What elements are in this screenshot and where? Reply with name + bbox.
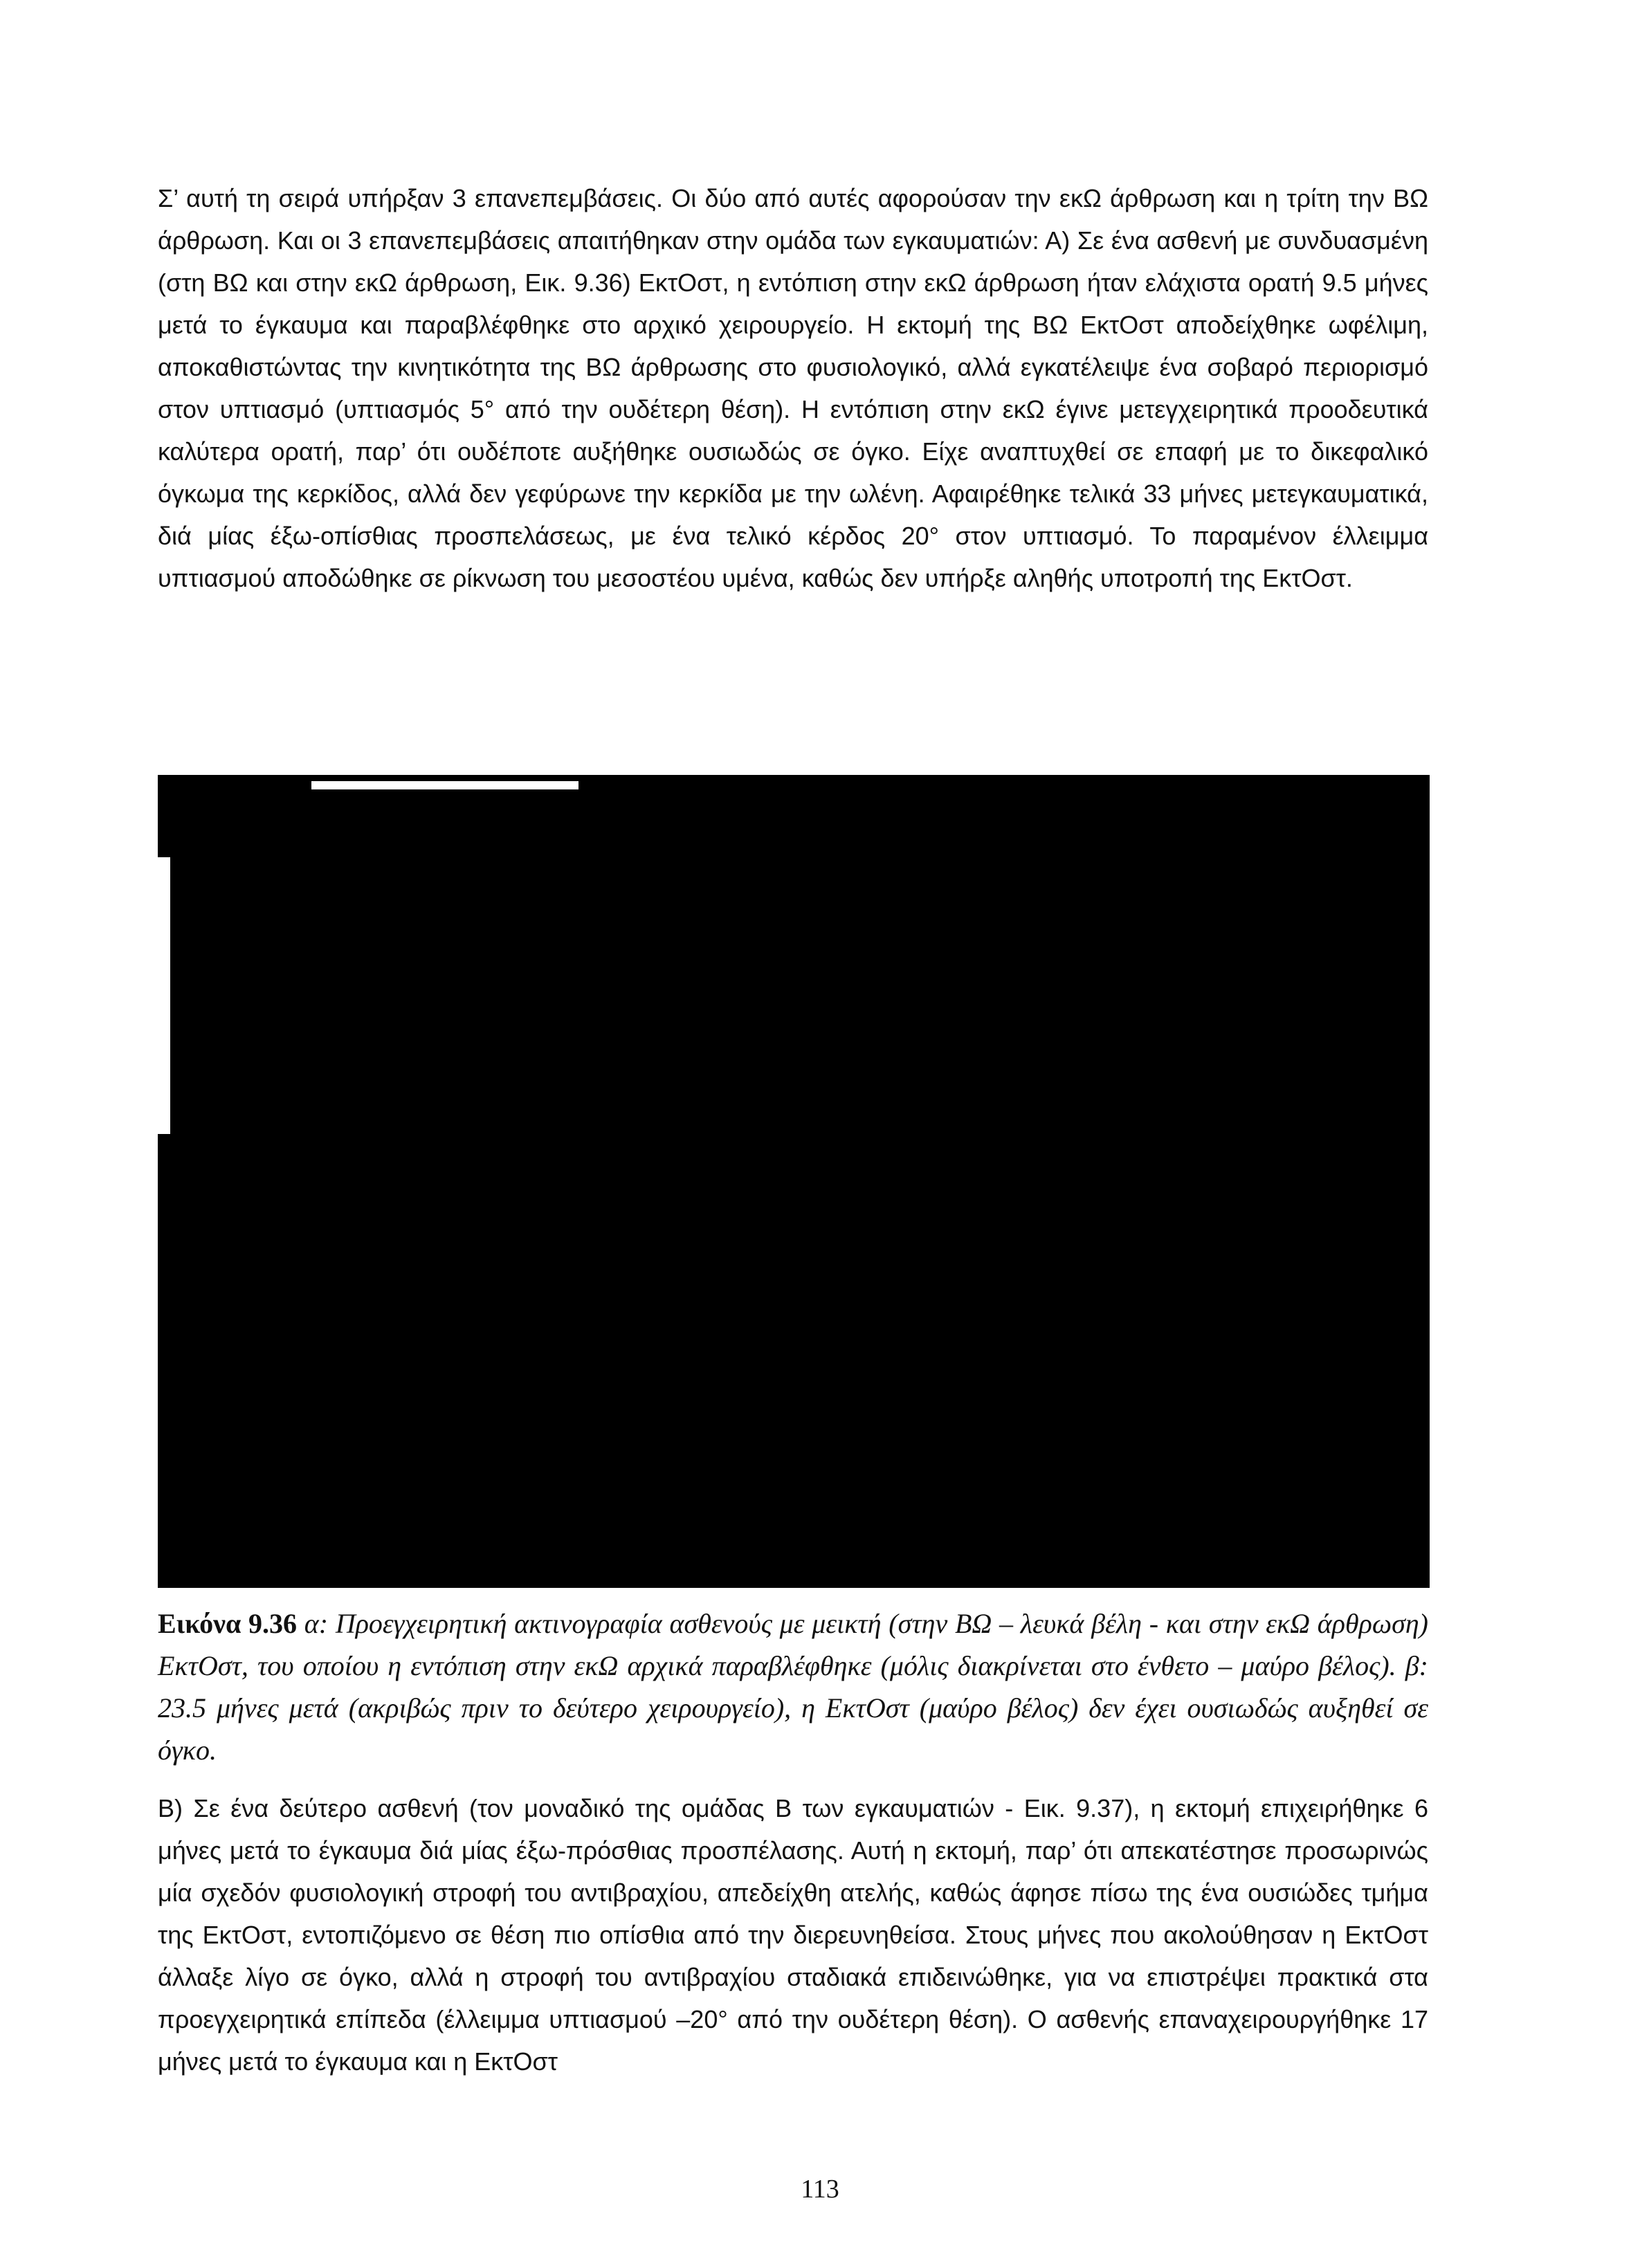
body-paragraph-2: Β) Σε ένα δεύτερο ασθενή (τον μοναδικό της ομάδας Β των εγκαυματιών - Εικ. 9.37), η εκτομή επιχειρήθηκε 6 μήνες μετά το έγκαυμα διά μίας έξω-πρόσθιας προσπέλασης. Αυτή η εκτομή, παρ’ ότι απεκατέστησε προσωρινώς μία σχεδόν φυσιολογική στροφή του αντιβραχίου, απεδείχθη ατελής, καθώς άφησε πίσω της ένα ουσιώδες τμήμα της ΕκτΟστ, εντοπιζόμενο σε θέση πιο οπίσθια από την διερευνηθείσα. Στους μήνες που ακολούθησαν η ΕκτΟστ άλλαξε λίγο σε όγκο, αλλά η στροφή του αντιβραχίου σταδιακά επιδεινώθηκε, για να επιστρέψει πρακτικά στα προεγχειρητικά επίπεδα (έλλειμμα υπτιασμού –20° από την ουδέτερη θέση). Ο ασθενής επαναχειρουργήθηκε 17 μήνες μετά το έγκαυμα και η ΕκτΟστ [158,1794,1428,2076]
body-paragraph-1: Σ’ αυτή τη σειρά υπήρξαν 3 επανεπεμβάσεις. Οι δύο από αυτές αφορούσαν την εκΩ άρθρωση και η τρίτη την ΒΩ άρθρωση. Και οι 3 επανεπεμβάσεις απαιτήθηκαν στην ομάδα των εγκαυματιών: Α) Σε ένα ασθενή με συνδυασμένη (στη ΒΩ και στην εκΩ άρθρωση, Εικ. 9.36) ΕκτΟστ, η εντόπιση στην εκΩ άρθρωση ήταν ελάχιστα ορατή 9.5 μήνες μετά το έγκαυμα και παραβλέφθηκε στο αρχικό χειρουργείο. Η εκτομή της ΒΩ ΕκτΟστ αποδείχθηκε ωφέλιμη, αποκαθιστώντας την κινητικότητα της ΒΩ άρθρωσης στο φυσιολογικό, αλλά εγκατέλειψε ένα σοβαρό περιορισμό στον υπτιασμό (υπτιασμός 5° από την ουδέτερη θέση). Η εντόπιση στην εκΩ έγινε μετεγχειρητικά προοδευτικά καλύτερα ορατή, παρ’ ότι ουδέποτε αυξήθηκε ουσιωδώς σε όγκο. Είχε αναπτυχθεί σε επαφή με το δικεφαλικό όγκωμα της κερκίδος, αλλά δεν γεφύρωνε την κερκίδα με την ωλένη. Αφαιρέθηκε τελικά 33 μήνες μετεγκαυματικά, διά μίας έξω-οπίσθιας προσπελάσεως, με ένα τελικό κέρδος 20° στον υπτιασμό. Το παραμένον έλλειμμα υπτιασμού αποδώθηκε σε ρίκνωση του μεσοστέου υμένα, καθώς δεν υπήρξε αληθής υποτροπή της ΕκτΟστ. [158,184,1428,592]
radiograph-figure [158,775,1430,1588]
figure-caption [158,1602,1428,1771]
figure-caption-label: Εικόνα 9.36 [158,1608,298,1639]
figure-caption-text: α: Προεγχειρητική ακτινογραφία ασθενούς με μεικτή (στην ΒΩ – λευκά βέλη - και στην εκΩ άρθρωση) ΕκτΟστ, του οποίου η εντόπιση στην εκΩ αρχικά παραβλέφθηκε (μόλις διακρίνεται στο ένθετο – μαύρο βέλος). β: 23.5 μήνες μετά (ακριβώς πριν το δεύτερο χειρουργείο), η ΕκτΟστ (μαύρο βέλος) δεν έχει ουσιωδώς αυξηθεί σε όγκο. [158,1608,1428,1766]
page-number: 113 [801,2175,839,2204]
figure-inset-edge-left [158,857,170,1134]
figure-inset-edge-top [311,781,578,789]
